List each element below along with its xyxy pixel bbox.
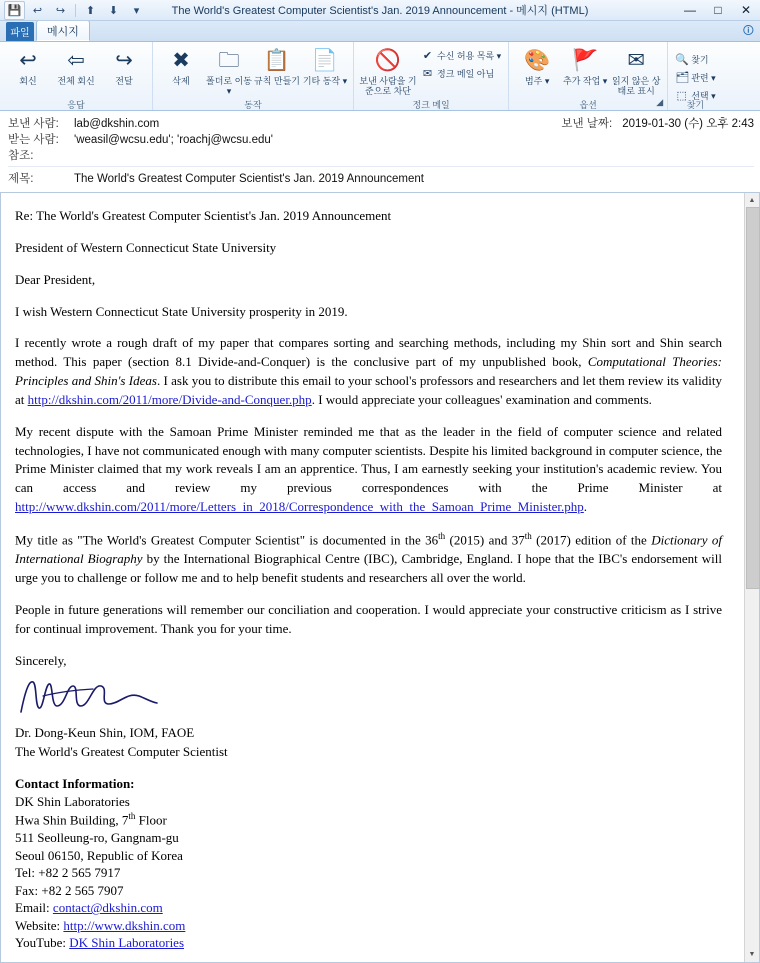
create-rule-button[interactable] [253, 44, 301, 88]
contact-website-row [15, 917, 722, 935]
customize-qat-icon[interactable]: ▾ [133, 4, 140, 17]
forward-icon: ↪ [115, 49, 133, 72]
reply-all-button[interactable] [52, 44, 100, 88]
p3-text-a: My recent dispute with the Samoan Prime Minister reminded me that as the leader in the field of computer science and related technologies, I have not communicated enough with many computer scientists. Despite his limited background in computer science, the Prime Minister claimed that my work reveals I am an apprentice. Thus, I am earnestly seeking your institution's academic review. You can access and review my previous correspondences with the Prime Minister at [15, 423, 722, 496]
p4-text-a: My title as "The World's Greatest Computer Scientist" is documented in the 36 [15, 532, 439, 548]
body-re-line: Re: The World's Greatest Computer Scientist's Jan. 2019 Announcement [15, 208, 392, 223]
sent-value: 2019-01-30 (수) 오후 2:43 [622, 118, 754, 130]
signature-image [15, 672, 722, 718]
body-paragraph-1: I wish Western Connecticut State University prosperity in 2019. [15, 303, 348, 319]
ribbon-group-junk [354, 42, 509, 110]
message-body[interactable] [1, 193, 744, 962]
redo-icon[interactable]: ↪ [55, 4, 66, 17]
find-icon: 🔍 [675, 53, 689, 66]
subject-label: 제목: [8, 173, 34, 185]
follow-up-label: 추가 작업 ▾ [563, 76, 608, 86]
sent-label: 보낸 날짜: [561, 118, 613, 130]
contact-line-1: DK Shin Laboratories [15, 793, 130, 809]
minimize-button[interactable]: — [684, 3, 696, 17]
from-value: lab@dkshin.com [74, 118, 160, 130]
body-paragraph-2 [15, 334, 722, 409]
to-label: 받는 사람: [8, 134, 59, 146]
save-icon[interactable]: 💾 [4, 1, 25, 20]
delete-label: 삭제 [172, 76, 190, 86]
header-row-from [8, 115, 754, 131]
previous-item-icon[interactable]: ⬆ [85, 4, 96, 17]
mark-unread-label: 읽지 않은 상태로 표시 [611, 76, 661, 96]
maximize-button[interactable]: □ [714, 3, 722, 17]
qat-divider [75, 4, 76, 17]
ribbon-group-options [509, 42, 668, 110]
signer-title: The World's Greatest Computer Scientist [15, 744, 228, 760]
p4-sup-37: th [524, 530, 532, 541]
contact-line-3: 511 Seolleung-ro, Gangnam-gu [15, 830, 179, 846]
scroll-down-button[interactable]: ▼ [745, 948, 759, 962]
select-label: 선택 ▾ [691, 90, 716, 101]
sent-date [561, 115, 754, 131]
title-bar [0, 0, 760, 21]
reply-button[interactable] [4, 44, 52, 88]
body-paragraph-5: People in future generations will remember our conciliation and cooperation. I would appreciate your constructive criticism as I strive for continual improvement. Thank you for your time. [15, 601, 722, 636]
window-title: The World's Greatest Computer Scientist's Jan. 2019 Announcement - 메시지 (HTML) [171, 5, 589, 17]
follow-up-button[interactable] [561, 44, 609, 88]
p2-book-title: Computational Theories: Principles and Shin's Ideas [15, 354, 722, 389]
safe-lists-label: 수신 허용 목록 ▾ [437, 50, 502, 61]
other-actions-label: 기타 동작 ▾ [302, 76, 348, 86]
delete-icon: ✖ [172, 49, 190, 72]
body-recipient-title: President of Western Connecticut State University [15, 239, 277, 255]
safe-lists-button[interactable] [418, 46, 504, 64]
categorize-label: 범주 ▾ [524, 76, 550, 86]
p4-text-d: by the International Biographical Centre (IBC), Cambridge, England. I hope that the IBC's endorsement will urge you to challenge or follow me and to help benefit students and researchers all over the world. [15, 551, 722, 585]
not-junk-button[interactable] [418, 64, 504, 82]
help-icon[interactable]: 🛈 [742, 25, 754, 37]
header-row-subject [8, 166, 754, 186]
contact-line-4: Seoul 06150, Republic of Korea [15, 847, 183, 863]
link-correspondence[interactable]: http://www.dkshin.com/2011/more/Letters_in_2018/Correspondence_with_the_Samoan_Prime_Minister.php [15, 499, 584, 515]
undo-icon[interactable]: ↩ [32, 4, 43, 17]
mark-unread-button[interactable] [609, 44, 663, 98]
move-folder-label: 폴더로 이동 ▾ [206, 76, 252, 96]
reply-icon: ↩ [19, 49, 37, 72]
block-sender-icon: 🚫 [374, 49, 402, 72]
scroll-track[interactable] [745, 207, 759, 948]
categorize-icon: 🎨 [524, 49, 551, 72]
ribbon-tab-row[interactable] [0, 21, 760, 42]
message-body-area [0, 193, 760, 963]
tab-file[interactable]: 파일 [6, 22, 34, 41]
contact-email-row [15, 899, 722, 917]
p4-text-c: (2017) edition of the [531, 532, 652, 548]
group-label-find: 찾기 [686, 100, 705, 110]
safe-lists-icon: ✔ [422, 49, 433, 62]
link-youtube[interactable]: DK Shin Laboratories [69, 935, 185, 951]
delete-button[interactable] [157, 44, 205, 88]
not-junk-icon: ✉ [422, 67, 433, 80]
move-folder-icon: 🗀 [218, 49, 240, 72]
subject-value: The World's Greatest Computer Scientist's Jan. 2019 Announcement [74, 173, 424, 185]
youtube-label: YouTube: [15, 935, 70, 951]
contact-information [15, 775, 722, 952]
follow-up-icon: 🚩 [572, 49, 599, 72]
not-junk-label: 정크 메일 아님 [437, 68, 495, 79]
window-controls[interactable] [676, 0, 760, 20]
related-button[interactable] [672, 68, 718, 86]
p2-text-c: . I would appreciate your colleagues' examination and comments. [311, 391, 652, 407]
find-label: 찾기 [691, 54, 709, 65]
close-button[interactable]: ✕ [740, 3, 752, 17]
other-actions-icon: 📄 [311, 49, 339, 72]
group-label-respond: 응답 [67, 100, 85, 110]
mark-unread-icon: ✉ [627, 49, 645, 72]
contact-line-5: Tel: +82 2 565 7917 [15, 865, 121, 881]
signer-name: Dr. Dong-Keun Shin, IOM, FAOE [15, 725, 195, 741]
rules-icon: 📋 [263, 49, 291, 72]
header-row-cc [8, 147, 754, 163]
p4-dictionary-title: Dictionary of International Biography [15, 532, 723, 567]
tab-message[interactable]: 메시지 [36, 20, 90, 41]
link-divide-and-conquer[interactable]: http://dkshin.com/2011/more/Divide-and-Conquer.php [27, 391, 312, 407]
related-label: 관련 ▾ [691, 72, 716, 83]
block-sender-button[interactable] [358, 44, 418, 98]
select-icon: ⬚ [676, 89, 687, 102]
quick-access-toolbar[interactable] [0, 1, 147, 20]
header-row-to [8, 131, 754, 147]
forward-label: 전달 [115, 76, 133, 86]
body-paragraph-4 [15, 530, 722, 588]
group-label-options: 옵션 [579, 100, 597, 110]
p2-text-a: I recently wrote a rough draft of my paper that compares sorting and searching methods, including my Shin sort and Shin search method. This paper (section 8.1 Divide-and-Conquer) is the conclusive part of my unpublished book, [15, 335, 722, 370]
reply-all-icon: ⇦ [67, 49, 85, 72]
body-salutation: Dear President, [15, 271, 96, 287]
rules-label: 규칙 만들기 [254, 76, 300, 86]
related-icon: 🗂 [675, 71, 690, 84]
link-email[interactable]: contact@dkshin.com [52, 900, 163, 916]
find-button[interactable] [672, 50, 718, 68]
move-to-folder-button[interactable] [205, 44, 253, 98]
cc-label: 참조: [8, 150, 34, 162]
p4-text-b: (2015) and 37 [445, 532, 525, 548]
link-website[interactable]: http://www.dkshin.com [63, 917, 186, 933]
categorize-button[interactable] [513, 44, 561, 88]
reply-all-label: 전체 회신 [57, 76, 95, 86]
ribbon-group-respond [0, 42, 153, 110]
find-small-buttons [672, 44, 718, 104]
contact-line-6: Fax: +82 2 565 7907 [15, 882, 124, 898]
body-scrollbar[interactable] [744, 193, 759, 962]
other-actions-button[interactable] [301, 44, 349, 88]
next-item-icon[interactable]: ⬇ [108, 4, 119, 17]
handwritten-signature-icon [15, 672, 175, 718]
scroll-thumb[interactable] [746, 207, 760, 589]
reply-label: 회신 [19, 76, 37, 86]
from-label: 보낸 사람: [8, 118, 59, 130]
message-headers [0, 111, 760, 193]
options-dialog-launcher-icon[interactable]: ◢ [656, 97, 664, 107]
ribbon-group-actions [153, 42, 354, 110]
p3-text-b: . [583, 499, 588, 515]
contact-youtube-row [15, 934, 722, 952]
p2-text-b: . I ask you to distribute this email to your school's professors and researchers and let them review its validity at [15, 373, 723, 407]
ribbon-group-find [668, 42, 722, 110]
contact-line-2: Hwa Shin Building, 7th Floor [15, 811, 167, 828]
group-label-junk: 정크 메일 [412, 100, 450, 110]
body-closing: Sincerely, [15, 652, 67, 668]
ribbon [0, 42, 760, 111]
body-paragraph-3 [15, 423, 722, 517]
junk-small-buttons [418, 44, 504, 82]
scroll-up-button[interactable]: ▲ [745, 193, 759, 207]
website-label: Website: [15, 917, 64, 933]
contact-heading: Contact Information: [15, 776, 135, 792]
p4-sup-36: th [438, 530, 446, 541]
email-label: Email: [15, 900, 53, 916]
to-value: 'weasil@wcsu.edu'; 'roachj@wcsu.edu' [74, 134, 273, 146]
forward-button[interactable] [100, 44, 148, 88]
block-sender-label: 보낸 사람을 기준으로 차단 [359, 76, 417, 96]
group-label-actions: 동작 [244, 100, 262, 110]
